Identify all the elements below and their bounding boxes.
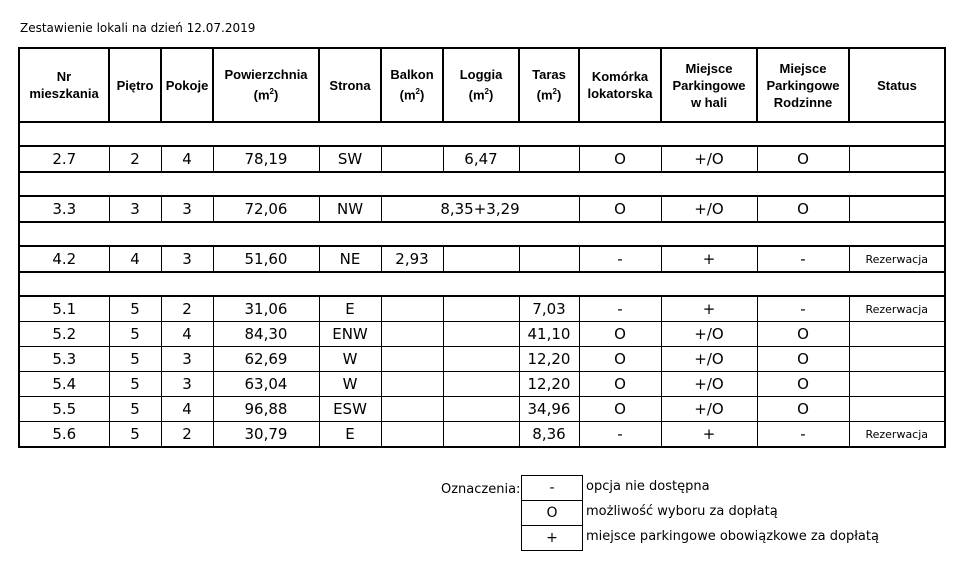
col-komorka-header: Komórka lokatorska [579,48,661,122]
cell-loggia [443,322,519,347]
cell-komorka: O [579,372,661,397]
cell-pokoje: 4 [161,322,213,347]
header-row [19,48,945,122]
col-powierzchnia-header: Powierzchnia $(m^2)$ [213,48,319,122]
cell-loggia [443,422,519,448]
cell-loggia [443,296,519,322]
cell-parking-hala: +/O [661,347,757,372]
table-row [19,422,945,448]
cell-parking-rodzinne: O [757,397,849,422]
cell-parking-rodzinne: O [757,322,849,347]
cell-parking-hala: +/O [661,146,757,172]
cell-balkon [381,422,443,448]
cell-balkon: 2,93 [381,246,443,272]
cell-strona: E [319,296,381,322]
legend-text: możliwość wyboru za dopłatą [586,504,778,519]
cell-pokoje: 4 [161,397,213,422]
cell-strona: ENW [319,322,381,347]
col-pokoje-header: Pokoje [161,48,213,122]
cell-nr: 5.2 [19,322,109,347]
spacer-row [19,122,945,146]
cell-pokoje: 2 [161,422,213,448]
cell-taras: 41,10 [519,322,579,347]
cell-powierzchnia: 30,79 [213,422,319,448]
cell-parking-hala: +/O [661,397,757,422]
cell-taras [519,146,579,172]
cell-parking-rodzinne: O [757,196,849,222]
col-balkon-header: Balkon $(m^2)$ [381,48,443,122]
cell-nr: 5.5 [19,397,109,422]
cell-loggia [443,347,519,372]
cell-strona: NW [319,196,381,222]
cell-komorka: - [579,422,661,448]
col-status-header: Status [849,48,945,122]
cell-nr: 4.2 [19,246,109,272]
cell-komorka: O [579,347,661,372]
cell-powierzchnia: 78,19 [213,146,319,172]
cell-taras: 34,96 [519,397,579,422]
cell-balkon [381,322,443,347]
cell-pokoje: 3 [161,372,213,397]
cell-balkon [381,146,443,172]
cell-komorka: - [579,246,661,272]
cell-pietro: 2 [109,146,161,172]
cell-status: Rezerwacja [849,296,945,322]
cell-loggia [443,246,519,272]
cell-status [849,322,945,347]
cell-powierzchnia: 63,04 [213,372,319,397]
cell-balkon [381,372,443,397]
cell-taras: 12,20 [519,347,579,372]
cell-powierzchnia: 51,60 [213,246,319,272]
legend-symbol: + [521,525,583,551]
cell-parking-rodzinne: O [757,372,849,397]
cell-komorka: O [579,322,661,347]
cell-powierzchnia: 31,06 [213,296,319,322]
cell-powierzchnia: 72,06 [213,196,319,222]
cell-strona: NE [319,246,381,272]
cell-loggia [443,397,519,422]
cell-taras [519,246,579,272]
cell-pietro: 4 [109,246,161,272]
col-nr-header: Nr mieszkania [19,48,109,122]
cell-parking-hala: + [661,296,757,322]
cell-parking-rodzinne: O [757,146,849,172]
cell-nr: 5.1 [19,296,109,322]
col-pietro-header: Piętro [109,48,161,122]
col-loggia-header: Loggia $(m^2)$ [443,48,519,122]
table-row [19,347,945,372]
cell-taras: 8,36 [519,422,579,448]
cell-pietro: 5 [109,347,161,372]
table-row [19,146,945,172]
spacer-row [19,172,945,196]
spacer-row [19,222,945,246]
cell-strona: E [319,422,381,448]
cell-pietro: 3 [109,196,161,222]
cell-taras: 12,20 [519,372,579,397]
cell-pietro: 5 [109,422,161,448]
cell-pietro: 5 [109,397,161,422]
cell-status [849,397,945,422]
cell-powierzchnia: 96,88 [213,397,319,422]
cell-loggia [443,372,519,397]
legend-item [521,525,921,550]
cell-parking-hala: +/O [661,196,757,222]
table-row [19,246,945,272]
cell-parking-hala: + [661,246,757,272]
cell-parking-hala: +/O [661,372,757,397]
cell-parking-rodzinne: - [757,296,849,322]
cell-komorka: O [579,146,661,172]
cell-nr: 2.7 [19,146,109,172]
cell-loggia: 6,47 [443,146,519,172]
spacer-row [19,272,945,296]
cell-status [849,196,945,222]
cell-pokoje: 3 [161,246,213,272]
cell-balkon [381,397,443,422]
document-title: Zestawienie lokali na dzień 12.07.2019 [20,21,256,35]
cell-pokoje: 3 [161,196,213,222]
legend-text: miejsce parkingowe obowiązkowe za dopłatą [586,529,879,544]
cell-komorka: O [579,397,661,422]
cell-taras: 7,03 [519,296,579,322]
col-taras-header: Taras $(m^2)$ [519,48,579,122]
cell-pietro: 5 [109,322,161,347]
table-row [19,322,945,347]
legend-title: Oznaczenia: [441,482,521,497]
apartments-table [18,47,946,448]
cell-pokoje: 4 [161,146,213,172]
cell-strona: ESW [319,397,381,422]
cell-parking-rodzinne: O [757,347,849,372]
cell-komorka: O [579,196,661,222]
cell-powierzchnia: 84,30 [213,322,319,347]
legend-item [521,475,921,500]
cell-powierzchnia: 62,69 [213,347,319,372]
cell-pokoje: 2 [161,296,213,322]
cell-balkon-loggia-merged: 8,35+3,29 [381,196,579,222]
cell-pietro: 5 [109,372,161,397]
cell-nr: 3.3 [19,196,109,222]
table-row [19,372,945,397]
table-row [19,397,945,422]
cell-status [849,347,945,372]
cell-strona: W [319,372,381,397]
cell-status [849,372,945,397]
cell-status: Rezerwacja [849,246,945,272]
cell-status [849,146,945,172]
cell-nr: 5.6 [19,422,109,448]
cell-pietro: 5 [109,296,161,322]
cell-strona: W [319,347,381,372]
table-row [19,296,945,322]
cell-nr: 5.4 [19,372,109,397]
cell-parking-hala: +/O [661,322,757,347]
cell-komorka: - [579,296,661,322]
col-parking-rodzinne-header: Miejsce Parkingowe Rodzinne [757,48,849,122]
legend-symbol: O [521,500,583,526]
cell-status: Rezerwacja [849,422,945,448]
legend-text: opcja nie dostępna [586,479,710,494]
cell-strona: SW [319,146,381,172]
legend-symbol: - [521,475,583,501]
col-strona-header: Strona [319,48,381,122]
cell-balkon [381,296,443,322]
col-parking-hala-header: Miejsce Parkingowe w hali [661,48,757,122]
cell-balkon [381,347,443,372]
table-row [19,196,945,222]
cell-parking-hala: + [661,422,757,448]
cell-nr: 5.3 [19,347,109,372]
cell-parking-rodzinne: - [757,422,849,448]
cell-parking-rodzinne: - [757,246,849,272]
cell-pokoje: 3 [161,347,213,372]
legend-item [521,500,921,525]
